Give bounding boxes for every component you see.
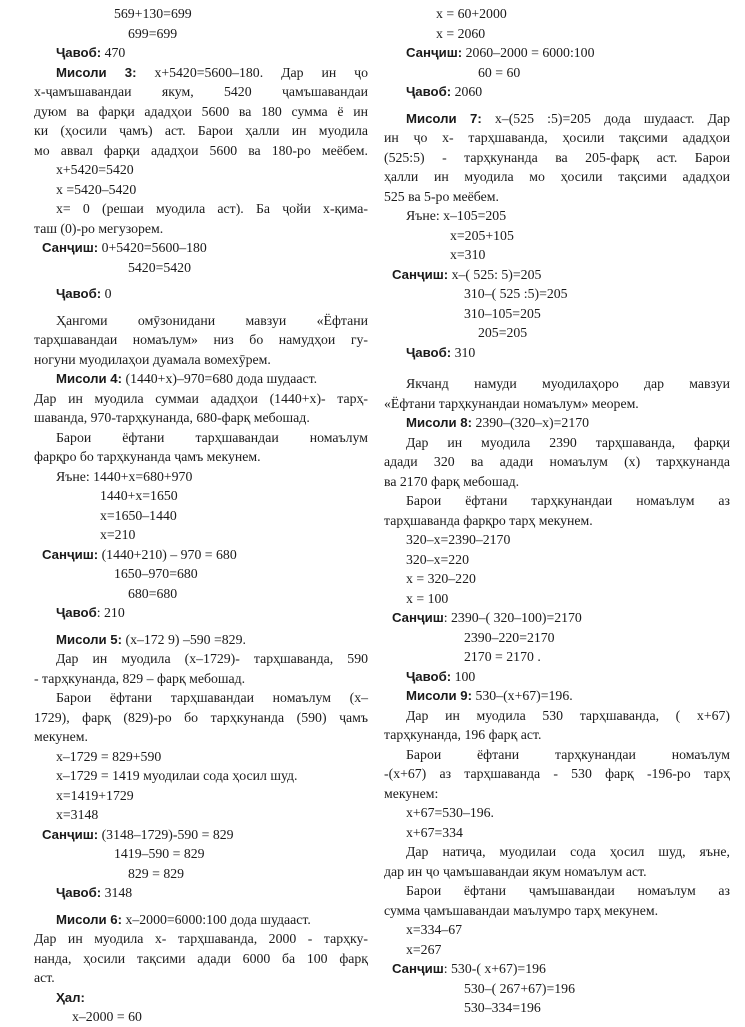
labeled-line [34, 369, 368, 389]
line-label: Ҷавоб: [406, 668, 452, 684]
text-line [34, 766, 368, 786]
text-line [34, 727, 368, 747]
line-text: 310–( 525 :5)=205 [464, 286, 568, 301]
labeled-line [384, 43, 730, 63]
line-text: «Ёфтани тарҳкунандаи номаълум» меорем. [384, 395, 639, 411]
labeled-line [384, 109, 730, 129]
line-text: x+5420=5420 [56, 162, 134, 177]
text-line [34, 121, 368, 141]
text-line [34, 160, 368, 180]
labeled-line [34, 630, 368, 650]
text-line [384, 394, 730, 414]
line-text: 699=699 [128, 25, 178, 41]
line-text: 310–105=205 [464, 305, 541, 321]
line-text: x-ҷамъшавандаи якум, 5420 ҷамъшавандаи [34, 84, 368, 99]
line-text: 829 = 829 [128, 865, 185, 881]
line-text: 470 [101, 45, 126, 60]
line-text: x=334–67 [406, 922, 463, 937]
line-text: Барои ёфтани тарҳшавандаи номаълум [56, 429, 368, 445]
text-line [384, 284, 730, 304]
line-text: дар ин ҷо ҷамъшавандаи якум номаълум аст. [384, 863, 647, 879]
line-text: Якчанд намуди муодилаҳоро дар мавзуи [406, 376, 730, 391]
text-line [384, 569, 730, 589]
text-line [384, 4, 730, 24]
text-line [384, 491, 730, 511]
line-text: тарҳкунанда, 196 фарқ аст. [384, 727, 542, 742]
line-text: x=205+105 [450, 227, 514, 243]
line-text: 1440+x=1650 [100, 488, 178, 503]
right-column [384, 4, 730, 1024]
line-text: Дар натиҷа, муодилаи сода ҳосил шуд, яъне, [406, 844, 730, 859]
text-line [384, 167, 730, 187]
line-text: 205=205 [478, 325, 528, 340]
line-text: 60 = 60 [478, 64, 521, 80]
line-text: ногуни муодилаҳои дуамала вомехӯрем. [34, 351, 271, 367]
line-text: x+5420=5600–180. Дар ин ҷо [136, 64, 368, 80]
line-text: - тарҳкунанда, 829 – фарқ мебошад. [34, 670, 246, 686]
line-text: 2060–2000 = 6000:100 [462, 45, 595, 60]
line-text: x–2000=6000:100 дода шудааст. [122, 911, 311, 927]
text-line [384, 530, 730, 550]
text-line [34, 258, 368, 278]
text-line [34, 467, 368, 487]
labeled-line [384, 667, 730, 687]
line-text: x–1729 = 829+590 [56, 748, 162, 764]
text-line [34, 747, 368, 767]
text-line [384, 128, 730, 148]
text-line [34, 708, 368, 728]
labeled-line [384, 82, 730, 102]
line-text: x = 2060 [436, 25, 486, 41]
text-line [34, 525, 368, 545]
labeled-line [34, 284, 368, 304]
text-line [34, 330, 368, 350]
text-line [34, 584, 368, 604]
labeled-line [384, 413, 730, 433]
text-line [384, 784, 730, 804]
line-text: нанда, ҳосили тақсими адади 6000 ба 100 фарқ [34, 950, 368, 966]
line-text: Барои ёфтани ҷамъшавандаи номаълум аз [406, 883, 730, 898]
labeled-line [384, 608, 730, 628]
text-line [384, 63, 730, 83]
line-text: x–2000 = 60 [72, 1009, 142, 1024]
text-line [34, 311, 368, 331]
line-text: Яъне: 1440+x=680+970 [56, 468, 193, 484]
line-text: x+67=334 [406, 824, 463, 840]
line-text: Ҳангоми омӯзонидани мавзуи «Ёфтани [56, 312, 368, 328]
text-line [34, 949, 368, 969]
line-text: (525:5) - тарҳкунанда ва 205-фарқ аст. Барои [384, 149, 730, 165]
line-text: Дар ин муодила суммаи ададҳои (1440+x)- тарҳ- [34, 390, 368, 406]
line-text: 525 ва 5-ро меёбем. [384, 188, 499, 204]
text-line [34, 408, 368, 428]
line-text: x = 60+2000 [436, 6, 507, 21]
text-line [34, 564, 368, 584]
text-line [384, 433, 730, 453]
text-line [384, 550, 730, 570]
line-text: ҳалли ин муодила мо ҳосили тақсими ададҳои [384, 169, 730, 184]
line-text: 0 [101, 286, 112, 301]
line-text: 5420=5420 [128, 259, 191, 275]
labeled-line [34, 63, 368, 83]
labeled-line [34, 883, 368, 903]
line-label: Мисоли 5: [56, 631, 123, 647]
line-text: ва 2170 фарқ мебошад. [384, 473, 520, 489]
line-text: x=267 [406, 941, 442, 957]
text-line [384, 823, 730, 843]
text-line [34, 688, 368, 708]
text-line [384, 226, 730, 246]
text-line [384, 628, 730, 648]
text-line [34, 180, 368, 200]
line-text: ки (ҳосили ҷамъ) аст. Барои ҳалли ин муодила [34, 123, 368, 138]
text-line [34, 389, 368, 409]
line-text: мекунем. [34, 729, 88, 744]
text-line [34, 447, 368, 467]
labeled-line [384, 343, 730, 363]
text-line [384, 764, 730, 784]
text-line [384, 374, 730, 394]
line-text: : 210 [96, 605, 125, 620]
text-line [384, 452, 730, 472]
line-text: x = 100 [406, 590, 449, 606]
line-text: 569+130=699 [114, 6, 192, 21]
line-label: Мисоли 8: [406, 415, 473, 430]
text-line [384, 511, 730, 531]
line-text: Барои ёфтани тарҳкунандаи номаълум аз [406, 493, 730, 508]
text-line [384, 920, 730, 940]
text-line [34, 649, 368, 669]
line-text: -(x+67) аз тарҳшаванда - 530 фарқ -196-ро тарҳ [384, 766, 730, 781]
line-text: Барои ёфтани тарҳкунандаи номаълум [406, 746, 730, 762]
line-text: 2170 = 2170 . [464, 649, 541, 664]
text-line [384, 725, 730, 745]
line-text: : 530-( x+67)=196 [443, 961, 546, 976]
line-label: Мисоли 6: [56, 911, 123, 927]
line-text: x=3148 [56, 807, 99, 822]
left-column [34, 4, 368, 1024]
line-text: 1419–590 = 829 [114, 846, 205, 861]
text-line [34, 805, 368, 825]
line-label: Санҷиш [392, 961, 444, 976]
line-label: Мисоли 4: [56, 371, 123, 386]
text-line [384, 245, 730, 265]
text-line [384, 881, 730, 901]
line-text: 680=680 [128, 585, 178, 601]
line-label: Санҷиш: [42, 546, 99, 562]
text-line [384, 803, 730, 823]
line-text: сумма ҷамъшавандаи маълумро тарҳ мекунем. [384, 902, 659, 918]
line-text: Дар ин муодила (x–1729)- тарҳшаванда, 590 [56, 651, 368, 666]
text-line [34, 669, 368, 689]
line-text: x= 0 (решаи муодила аст). Ба ҷойи x-қима- [56, 201, 368, 216]
line-text: (1440+x)–970=680 дода шудааст. [122, 371, 318, 386]
text-line [34, 864, 368, 884]
line-text: x=1650–1440 [100, 507, 177, 523]
text-line [384, 472, 730, 492]
line-label: Санҷиш: [406, 45, 463, 60]
line-text: Барои ёфтани тарҳшавандаи номаълум (x– [56, 690, 368, 705]
line-text: 2390–(320–x)=2170 [472, 415, 590, 430]
line-text: : 2390–( 320–100)=2170 [443, 610, 582, 625]
text-line [34, 82, 368, 102]
line-text: 0+5420=5600–180 [98, 240, 207, 255]
text-line [34, 141, 368, 161]
line-label: Ҳал: [56, 989, 85, 1005]
line-label: Санҷиш [392, 610, 444, 625]
line-label: Ҷавоб [56, 605, 97, 620]
text-line [384, 940, 730, 960]
labeled-line [384, 686, 730, 706]
text-line [384, 901, 730, 921]
line-label: Санҷиш: [42, 826, 99, 842]
line-text: 530–(x+67)=196. [472, 688, 573, 703]
text-line [384, 998, 730, 1018]
text-line [34, 199, 368, 219]
text-line [384, 148, 730, 168]
labeled-line [384, 959, 730, 979]
text-line [34, 102, 368, 122]
text-line [34, 786, 368, 806]
labeled-line [34, 238, 368, 258]
text-line [384, 706, 730, 726]
text-line [384, 187, 730, 207]
text-line [34, 24, 368, 44]
line-text: 3148 [101, 885, 133, 900]
labeled-line [384, 265, 730, 285]
line-text: (1440+210) – 970 = 680 [98, 546, 237, 562]
line-label: Санҷиш: [392, 266, 449, 282]
line-text: x–( 525: 5)=205 [448, 266, 542, 282]
line-text: 100 [451, 668, 476, 684]
text-line [384, 647, 730, 667]
line-label: Мисоли 9: [406, 688, 473, 703]
line-label: Ҷавоб: [406, 84, 452, 99]
line-text: мекунем: [384, 785, 439, 801]
labeled-line [34, 988, 368, 1008]
text-line [384, 206, 730, 226]
line-text: 2060 [451, 84, 483, 99]
text-line [34, 506, 368, 526]
text-line [34, 844, 368, 864]
line-text: адади 320 ва адади номаълум (x) тарҳкунанда [384, 454, 730, 469]
line-text: 320–x=220 [406, 551, 469, 567]
text-line [384, 862, 730, 882]
text-line [384, 979, 730, 999]
text-line [34, 929, 368, 949]
line-label: Санҷиш: [42, 240, 99, 255]
line-label: Ҷавоб: [56, 885, 102, 900]
line-text: Яъне: x–105=205 [406, 208, 507, 223]
labeled-line [34, 910, 368, 930]
line-text: x–(525 :5)=205 дода шудааст. Дар [481, 110, 731, 126]
line-text: x =5420–5420 [56, 181, 137, 197]
line-text: тарҳшаванда фарқро тарҳ мекунем. [384, 512, 593, 528]
line-label: Мисоли 7: [406, 110, 482, 126]
text-line [34, 428, 368, 448]
line-label: Мисоли 3: [56, 64, 137, 80]
line-label: Ҷавоб: [56, 45, 102, 60]
line-text: x–1729 = 1419 муодилаи сода ҳосил шуд. [56, 768, 298, 783]
labeled-line [34, 825, 368, 845]
labeled-line [34, 603, 368, 623]
line-label: Ҷавоб: [56, 286, 102, 301]
labeled-line [34, 43, 368, 63]
line-text: аст. [34, 970, 55, 985]
text-line [384, 745, 730, 765]
line-text: 1729), фарқ (829)-ро бо тарҳкунанда (590) ҷамъ [34, 709, 368, 725]
text-line [34, 968, 368, 988]
line-text: 530–( 267+67)=196 [464, 980, 575, 996]
line-text: 310 [451, 344, 476, 360]
line-text: тарҳшавандаи номаълум» низ бо намудҳои гу- [34, 332, 368, 347]
text-line [34, 219, 368, 239]
line-text: шаванда, 970-тарҳкунанда, 680-фарқ мебошад. [34, 410, 310, 425]
line-text: x+67=530–196. [406, 805, 494, 820]
line-text: фарқро бо тарҳкунанда ҷамъ мекунем. [34, 449, 261, 464]
line-text: x=310 [450, 247, 486, 262]
line-text: Дар ин муодила x- тарҳшаванда, 2000 - тарҳку- [34, 931, 368, 946]
line-label: Ҷавоб: [406, 344, 452, 360]
line-text: x = 320–220 [406, 571, 476, 586]
text-line [384, 842, 730, 862]
line-text: x=1419+1729 [56, 787, 134, 803]
line-text: Дар ин муодила 2390 тарҳшаванда, фарқи [406, 434, 730, 450]
line-text: 530–334=196 [464, 1000, 541, 1015]
text-line [384, 304, 730, 324]
line-text: ин ҷо x- тарҳшаванда, ҳосили тақсими ададҳои [384, 130, 730, 145]
line-text: 1650–970=680 [114, 566, 198, 581]
text-line [384, 589, 730, 609]
text-line [34, 4, 368, 24]
line-text: 2390–220=2170 [464, 629, 555, 645]
line-text: (x–172 9) –590 =829. [122, 631, 246, 647]
labeled-line [34, 545, 368, 565]
text-line [34, 486, 368, 506]
text-line [34, 350, 368, 370]
line-text: x=210 [100, 527, 136, 542]
line-text: таш (0)-ро мегузорем. [34, 220, 164, 236]
line-text: мо аввал фарқи ададҳои 5600 ва 180-ро меёбем. [34, 142, 368, 158]
line-text: Дар ин муодила 530 тарҳшаванда, ( x+67) [406, 707, 730, 723]
text-line [384, 323, 730, 343]
line-text: (3148–1729)-590 = 829 [98, 826, 234, 842]
text-line [384, 24, 730, 44]
line-text: 320–x=2390–2170 [406, 532, 511, 547]
line-text: дуюм ва фарқи ададҳои 5600 ва 180 сумма ё ин [34, 103, 368, 119]
